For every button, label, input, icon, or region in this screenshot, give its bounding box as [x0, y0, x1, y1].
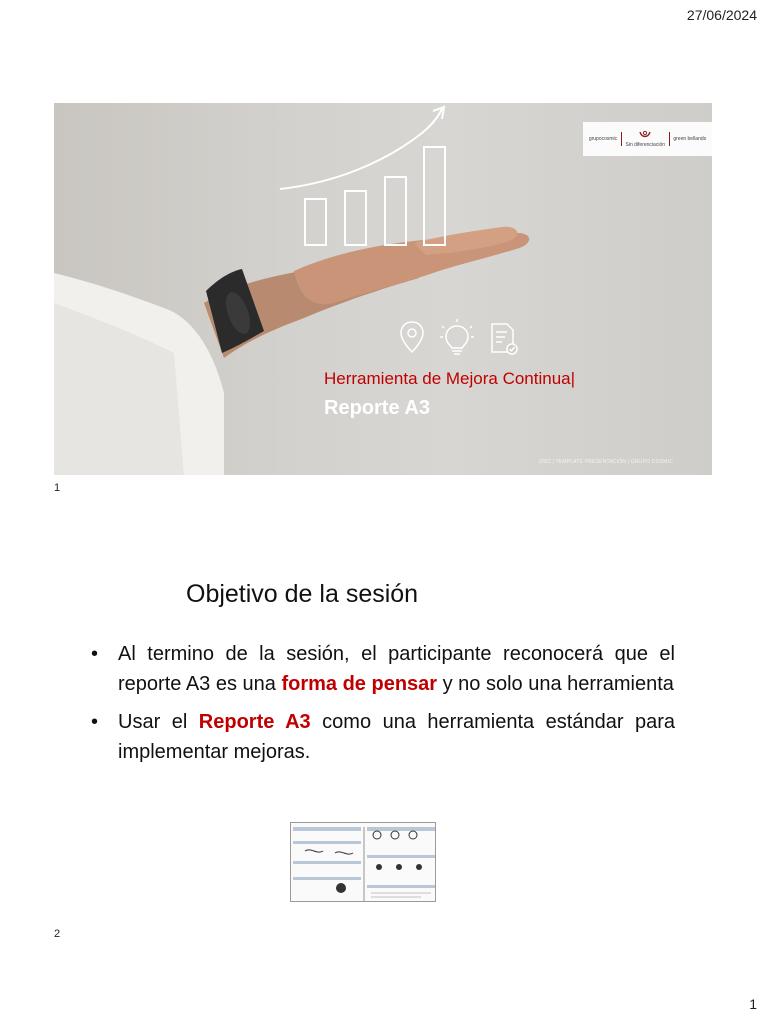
bullet-text: Al termino de la sesión, el participante reconocerá que el reporte A3 es una	[118, 643, 675, 695]
print-date: 27/06/2024	[686, 7, 757, 23]
location-pin-icon	[401, 322, 423, 352]
center-logo	[626, 130, 665, 148]
logo-divider	[669, 132, 670, 146]
slide-1-cover	[54, 103, 712, 475]
document-check-icon	[492, 324, 517, 354]
a3-report-thumbnail	[290, 822, 436, 902]
slide-2-title: Objetivo de la sesión	[186, 580, 419, 608]
lightbulb-icon	[440, 319, 474, 354]
slide-1-title: Reporte A3	[324, 397, 430, 419]
bullet-highlight: forma de pensar	[281, 673, 438, 695]
list-item	[91, 707, 675, 767]
partner-logos	[583, 122, 712, 156]
bullet-text: Usar el	[118, 711, 199, 733]
slide-1-number: 1	[54, 482, 61, 494]
list-item	[91, 639, 675, 699]
center-logo-text: Sin diferenciación	[625, 142, 665, 148]
a3-sheet-icon	[291, 823, 436, 902]
slide-1-subtitle: Herramienta de Mejora Continua|	[324, 369, 576, 388]
bullet-icon: •	[91, 643, 99, 665]
page-number: 1	[749, 996, 757, 1012]
slide-icons	[397, 318, 521, 358]
slide-2-number: 2	[54, 928, 61, 940]
logo-divider	[621, 132, 622, 146]
green-bellands-logo: green bellands	[673, 136, 707, 142]
bullet-text: como una herramienta estándar para implementar mejoras.	[118, 711, 675, 763]
grupocosmic-logo: grupocosmic	[588, 136, 618, 142]
bullet-icon: •	[91, 711, 99, 733]
bullet-highlight: Reporte A3	[198, 711, 311, 733]
slide-1-footer: 2022 | TEMPLATE PRESENTACIÓN | GRUPO COSMIC	[539, 459, 674, 465]
objective-list	[91, 639, 675, 775]
bullet-text: y no solo una herramienta	[437, 673, 674, 695]
